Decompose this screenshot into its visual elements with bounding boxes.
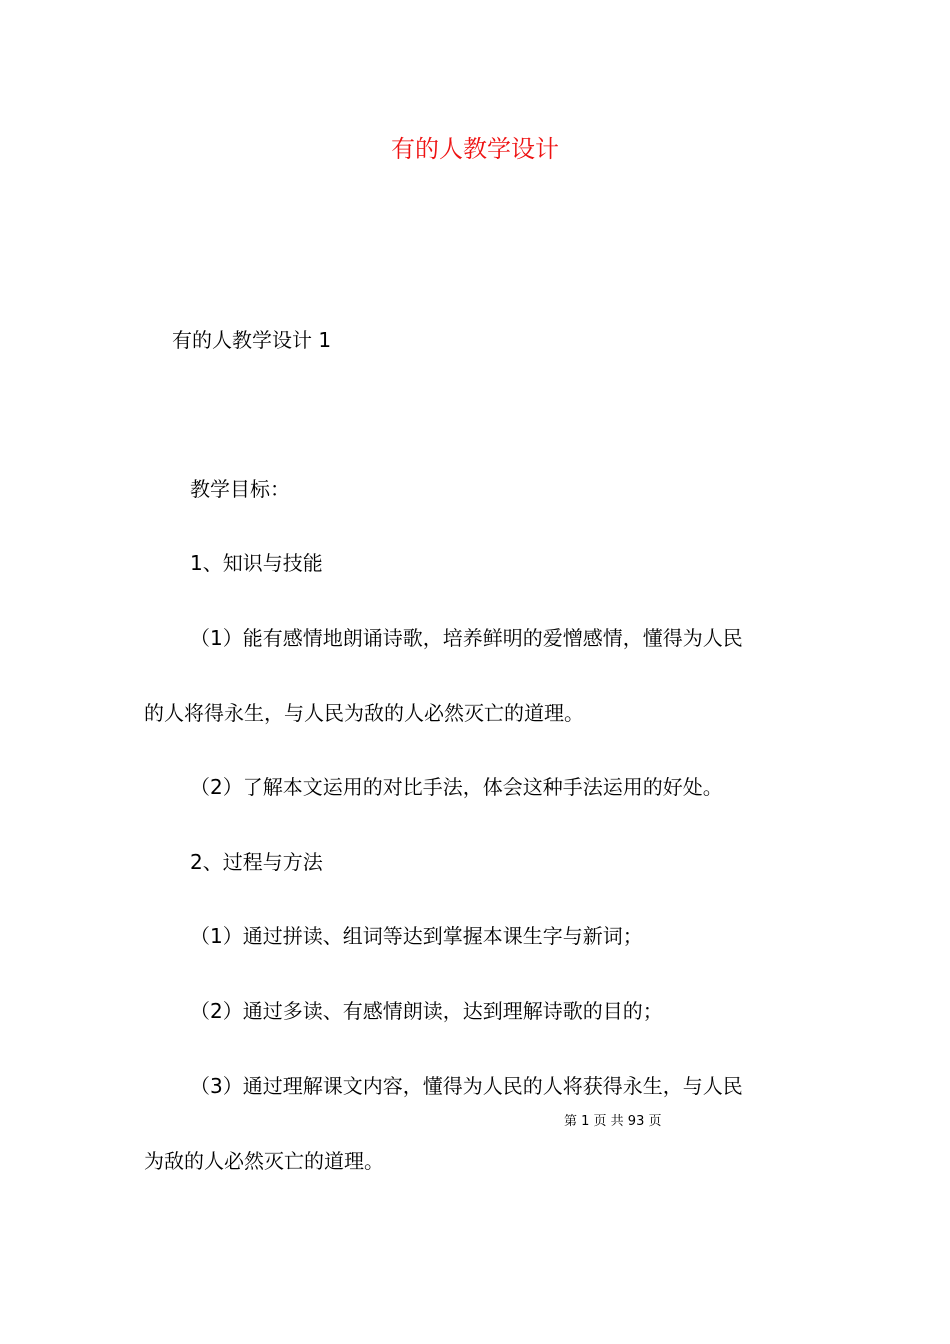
text-line-item-2c: （3）通过理解课文内容，懂得为人民的人将获得永生，与人民 xyxy=(190,1074,743,1098)
text-line-process: 2、过程与方法 xyxy=(190,850,323,874)
page-footer: 第 1 页 共 93 页 xyxy=(564,1114,662,1129)
text-line-item-1a-cont: 的人将得永生，与人民为敌的人必然灭亡的道理。 xyxy=(144,701,584,725)
text-line-objectives: 教学目标： xyxy=(190,477,290,501)
text-line-item-2c-cont: 为敌的人必然灭亡的道理。 xyxy=(144,1149,384,1173)
text-line-knowledge: 1、知识与技能 xyxy=(190,551,323,575)
text-line-item-2b: （2）通过多读、有感情朗读，达到理解诗歌的目的； xyxy=(190,999,663,1023)
document-title: 有的人教学设计 xyxy=(391,135,559,163)
section-heading: 有的人教学设计 1 xyxy=(172,328,332,352)
text-line-item-1a: （1）能有感情地朗诵诗歌，培养鲜明的爱憎感情，懂得为人民 xyxy=(190,626,743,650)
text-line-item-2a: （1）通过拼读、组词等达到掌握本课生字与新词； xyxy=(190,924,643,948)
text-line-item-1b: （2）了解本文运用的对比手法，体会这种手法运用的好处。 xyxy=(190,775,723,799)
